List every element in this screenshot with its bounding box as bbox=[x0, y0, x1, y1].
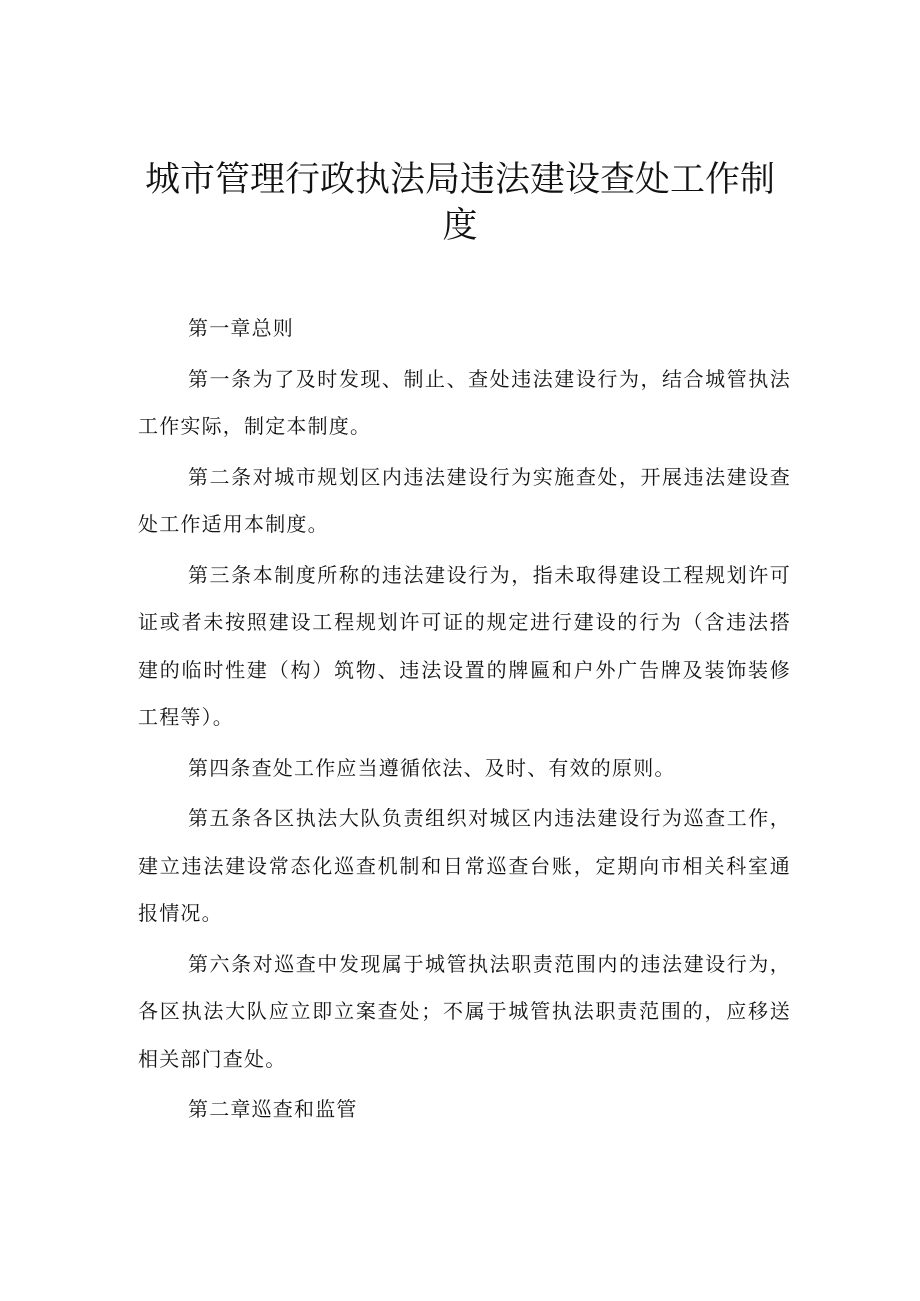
article-4: 第四条查处工作应当遵循依法、及时、有效的原则。 bbox=[188, 755, 676, 780]
article-6: 第六条对巡查中发现属于城管执法职责范围内的违法建设行为，各区执法大队应立即立案查处；不属于城管执法职责范围的，应移送相关部门查处。 bbox=[138, 951, 791, 1071]
chapter-heading-1: 第一章总则 bbox=[188, 316, 294, 340]
article-1: 第一条为了及时发现、制止、查处违法建设行为，结合城管执法工作实际，制定本制度。 bbox=[138, 366, 791, 438]
document-body bbox=[138, 305, 791, 1137]
article-2: 第二条对城市规划区内违法建设行为实施查处，开展违法建设查处工作适用本制度。 bbox=[138, 464, 791, 536]
document-title: 城市管理行政执法局违法建设查处工作制度 bbox=[144, 160, 775, 246]
article-3: 第三条本制度所称的违法建设行为，指未取得建设工程规划许可证或者未按照建设工程规划许可证的规定进行建设的行为（含违法搭建的临时性建（构）筑物、违法设置的牌匾和户外广告牌及装饰装修工程等）。 bbox=[138, 562, 791, 729]
article-5: 第五条各区执法大队负责组织对城区内违法建设行为巡查工作，建立违法建设常态化巡查机制和日常巡查台账，定期向市相关科室通报情况。 bbox=[138, 806, 791, 925]
chapter-heading-2: 第二章巡查和监管 bbox=[188, 1097, 358, 1121]
